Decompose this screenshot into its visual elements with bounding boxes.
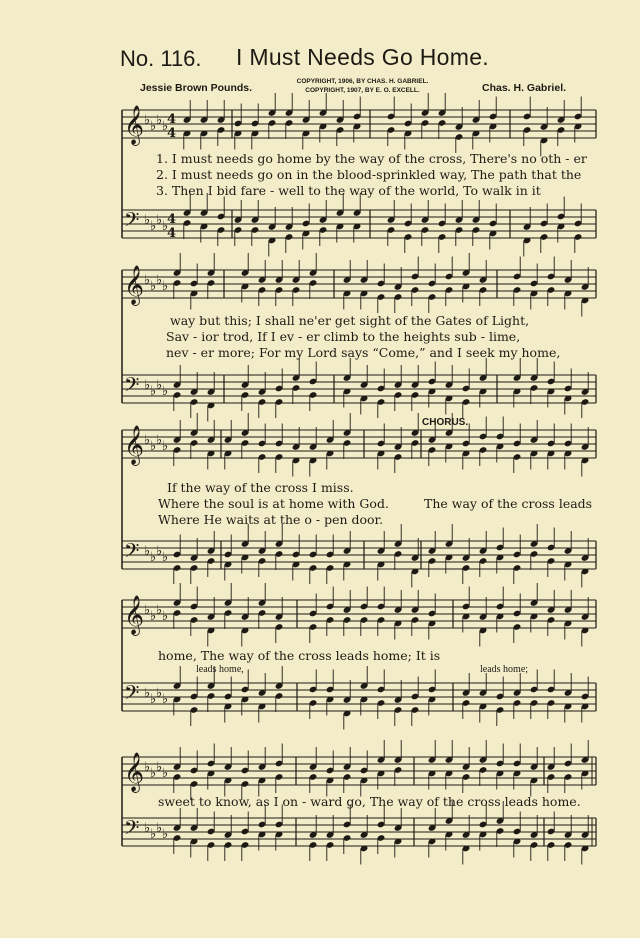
flat-sign: ♭ xyxy=(150,219,157,234)
flat-sign: ♭ xyxy=(150,279,157,294)
treble-clef: 𝄞 xyxy=(124,105,145,145)
flat-sign: ♭ xyxy=(162,219,169,234)
flat-sign: ♭ xyxy=(162,279,169,294)
flat-sign: ♭ xyxy=(156,686,163,701)
flat-sign: ♭ xyxy=(150,692,157,707)
flat-sign: ♭ xyxy=(144,433,151,448)
lyric-line: 1. I must needs go home by the way of the cross, There's no oth - er xyxy=(156,151,587,166)
flat-sign: ♭ xyxy=(156,603,163,618)
time-signature: 4 xyxy=(167,212,177,227)
time-signature: 4 xyxy=(167,226,177,241)
treble-clef: 𝄞 xyxy=(124,752,145,792)
copyright-line-2: COPYRIGHT, 1907, BY E. O. EXCELL. xyxy=(305,87,420,94)
bass-lyric: leads home; xyxy=(480,664,529,675)
hymn-title: I Must Needs Go Home. xyxy=(236,44,489,70)
lyric-line: If the way of the cross I miss. xyxy=(167,480,354,495)
flat-sign: ♭ xyxy=(150,384,157,399)
lyric-line: home, The way of the cross leads home; It is xyxy=(158,648,441,663)
flat-sign: ♭ xyxy=(144,760,151,775)
flat-sign: ♭ xyxy=(144,378,151,393)
flat-sign: ♭ xyxy=(150,119,157,134)
chorus-label: CHORUS. xyxy=(422,417,469,428)
flat-sign: ♭ xyxy=(156,213,163,228)
flat-sign: ♭ xyxy=(162,119,169,134)
flat-sign: ♭ xyxy=(144,113,151,128)
treble-clef: 𝄞 xyxy=(124,595,145,635)
flat-sign: ♭ xyxy=(156,273,163,288)
bass-clef: 𝄢 xyxy=(124,208,140,236)
lyric-line: Where He waits at the o - pen door. xyxy=(158,512,384,527)
flat-sign: ♭ xyxy=(144,686,151,701)
flat-sign: ♭ xyxy=(150,439,157,454)
lyric-line: way but this; I shall ne'er get sight of the Gates of Light, xyxy=(170,313,530,328)
flat-sign: ♭ xyxy=(162,609,169,624)
flat-sign: ♭ xyxy=(150,609,157,624)
hymn-number: No. 116. xyxy=(120,46,202,71)
flat-sign: ♭ xyxy=(156,113,163,128)
bass-clef: 𝄢 xyxy=(124,681,140,709)
time-signature: 4 xyxy=(167,126,177,141)
flat-sign: ♭ xyxy=(150,766,157,781)
flat-sign: ♭ xyxy=(144,273,151,288)
time-signature: 4 xyxy=(167,112,177,127)
flat-sign: ♭ xyxy=(150,827,157,842)
flat-sign: ♭ xyxy=(144,603,151,618)
flat-sign: ♭ xyxy=(156,433,163,448)
lyric-line: Sav - ior trod, If I ev - er climb to the heights sub - lime, xyxy=(166,329,521,344)
treble-clef: 𝄞 xyxy=(124,425,145,465)
lyric-line: 3. Then I bid fare - well to the way of the world, To walk in it xyxy=(156,183,541,198)
flat-sign: ♭ xyxy=(156,760,163,775)
composer: Chas. H. Gabriel. xyxy=(482,82,567,94)
bass-clef: 𝄢 xyxy=(124,373,140,401)
flat-sign: ♭ xyxy=(162,766,169,781)
flat-sign: ♭ xyxy=(162,827,169,842)
flat-sign: ♭ xyxy=(162,550,169,565)
flat-sign: ♭ xyxy=(150,550,157,565)
flat-sign: ♭ xyxy=(144,213,151,228)
flat-sign: ♭ xyxy=(144,821,151,836)
treble-clef: 𝄞 xyxy=(124,265,145,305)
flat-sign: ♭ xyxy=(156,544,163,559)
flat-sign: ♭ xyxy=(144,544,151,559)
flat-sign: ♭ xyxy=(156,821,163,836)
flat-sign: ♭ xyxy=(156,378,163,393)
flat-sign: ♭ xyxy=(162,439,169,454)
chorus-lyric-line: The way of the cross leads xyxy=(424,496,593,511)
bass-clef: 𝄢 xyxy=(124,539,140,567)
flat-sign: ♭ xyxy=(162,384,169,399)
lyric-line: nev - er more; For my Lord says “Come,” and I seek my home, xyxy=(166,345,561,360)
copyright-line-1: COPYRIGHT, 1906, BY CHAS. H. GABRIEL. xyxy=(296,78,429,85)
bass-lyric: leads home, xyxy=(196,664,244,675)
lyric-line: Where the soul is at home with God. xyxy=(158,496,389,511)
flat-sign: ♭ xyxy=(162,692,169,707)
lyric-line: 2. I must needs go on in the blood-sprinkled way, The path that the xyxy=(156,167,582,182)
lyricist: Jessie Brown Pounds. xyxy=(140,82,253,94)
lyric-line: sweet to know, as I on - ward go, The way of the cross leads home. xyxy=(158,794,581,809)
bass-clef: 𝄢 xyxy=(124,816,140,844)
